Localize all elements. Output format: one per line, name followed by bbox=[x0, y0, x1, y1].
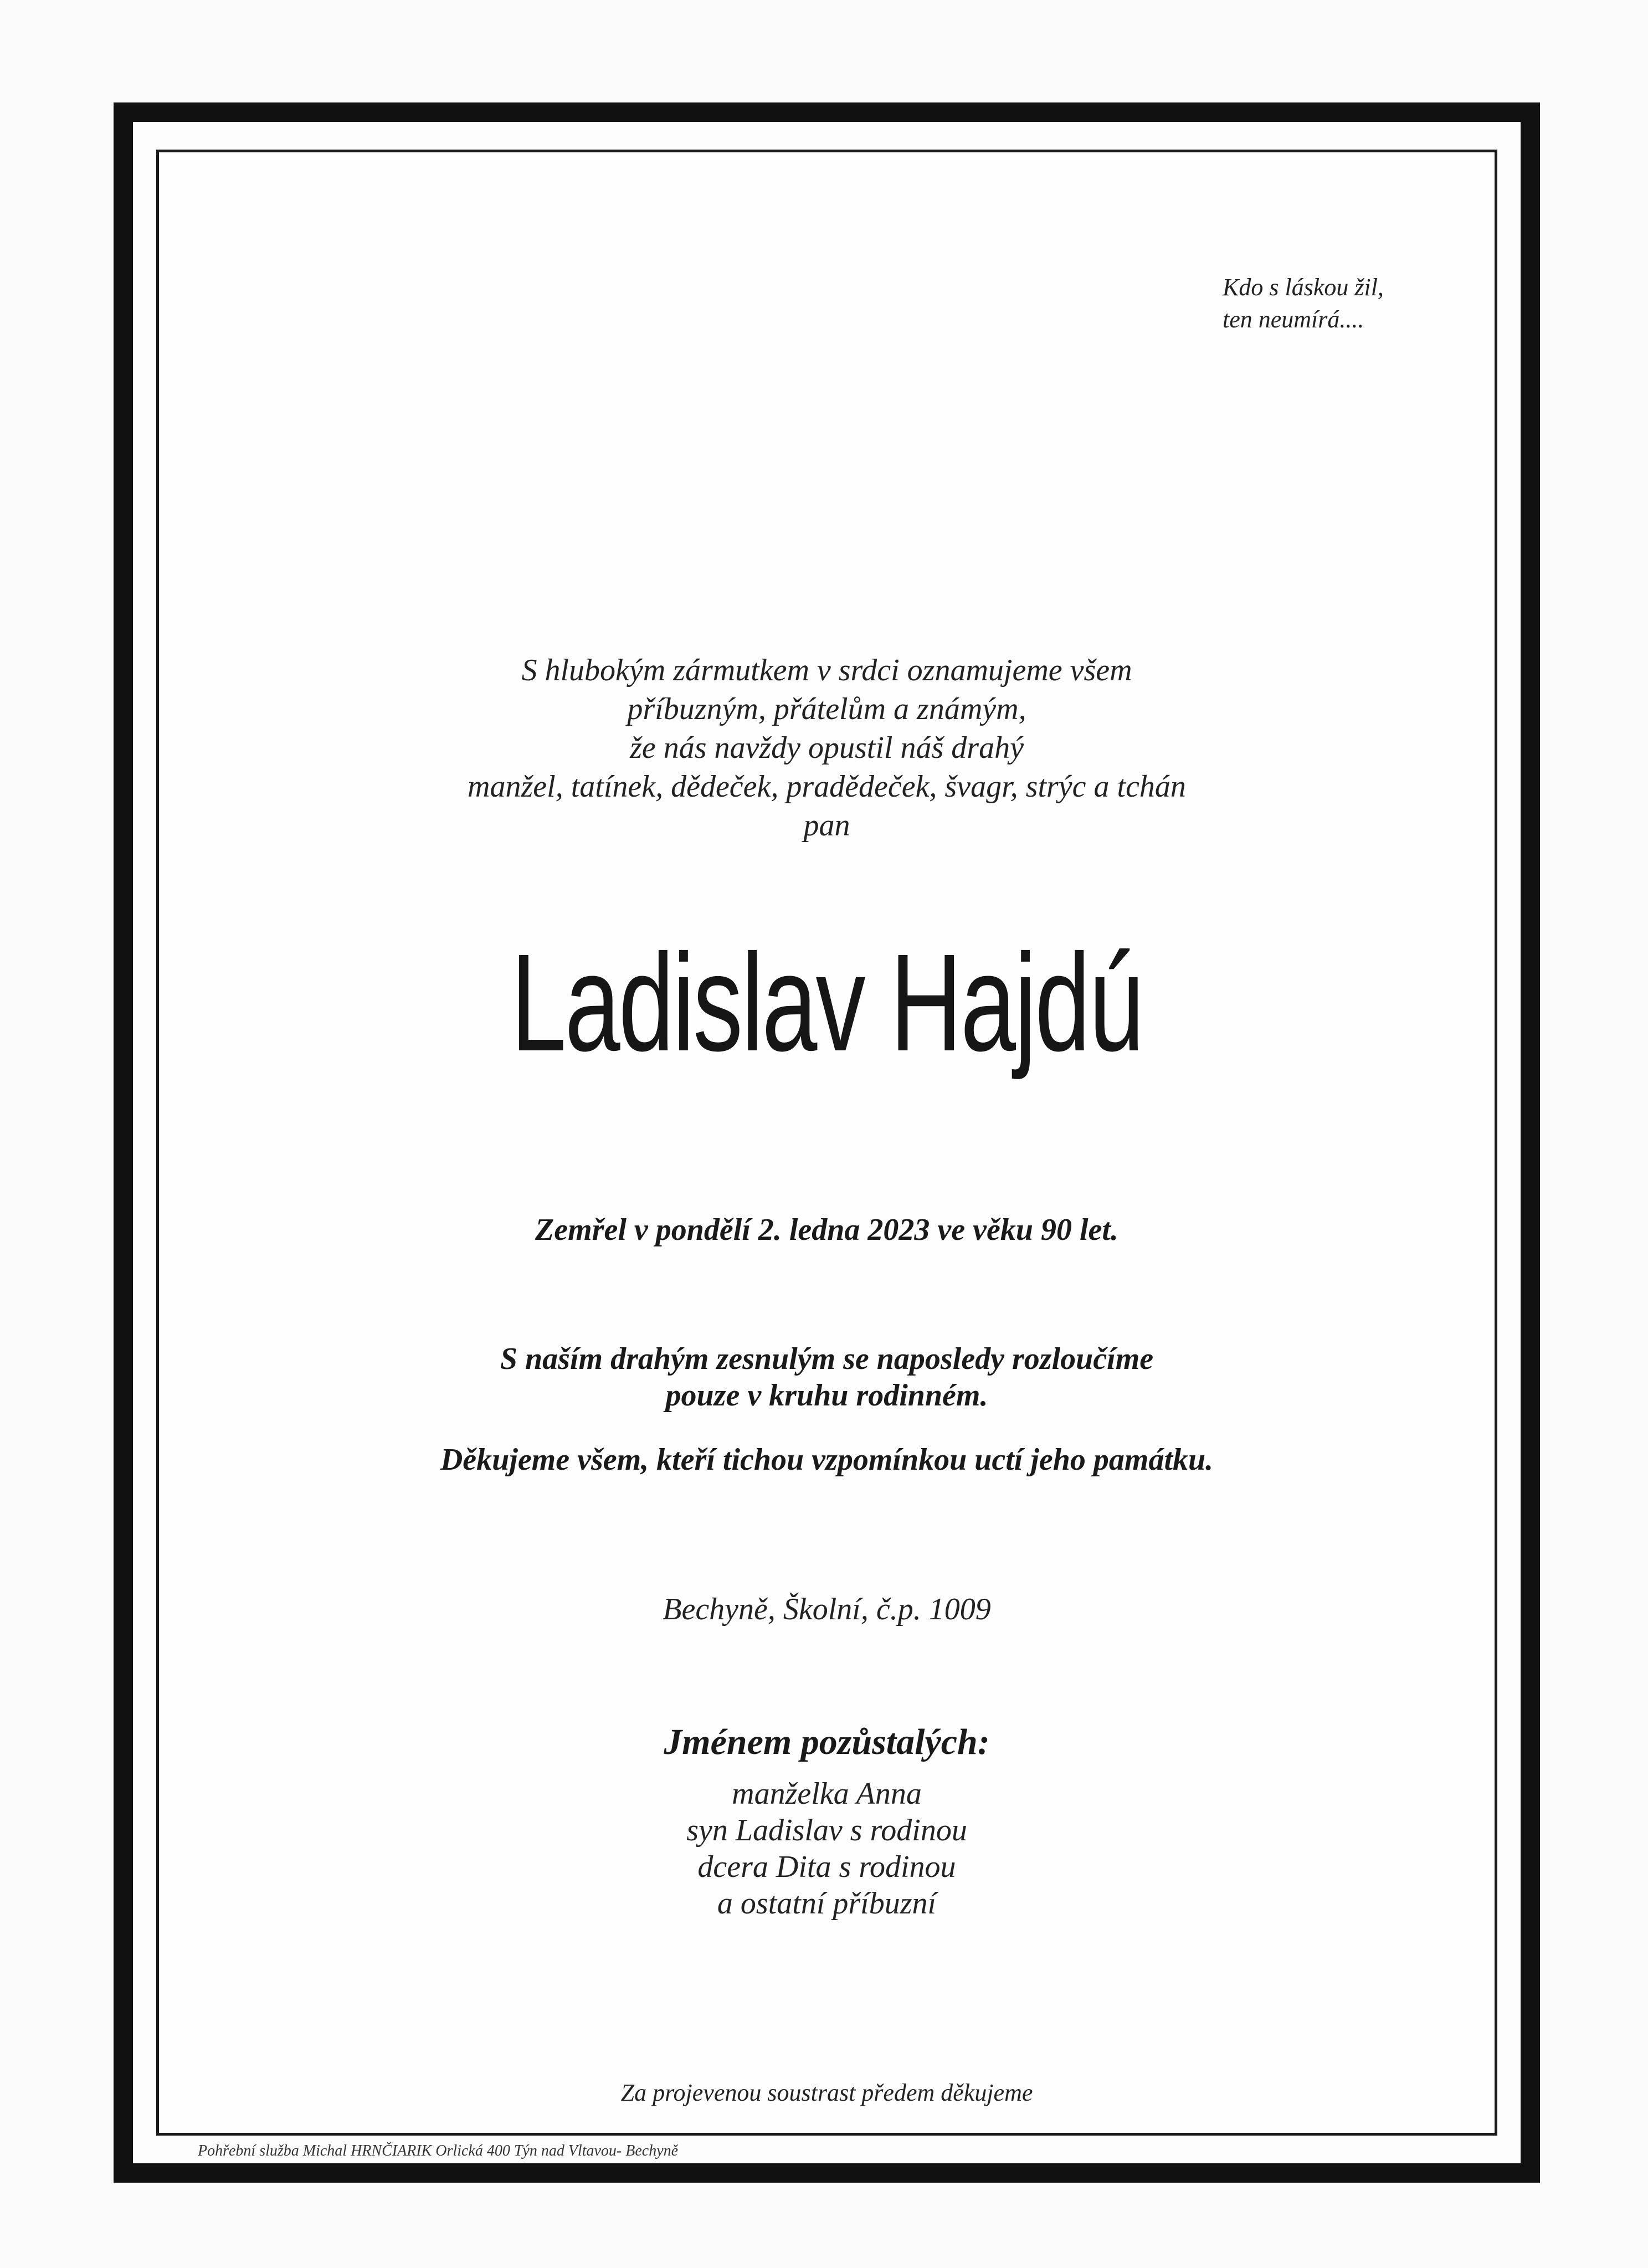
survivor-item: manželka Anna bbox=[732, 1777, 922, 1811]
announcement-line: S hlubokým zármutkem v srdci oznamujeme všem bbox=[521, 653, 1132, 687]
survivor-item: a ostatní příbuzní bbox=[717, 1886, 937, 1921]
farewell-line: pouze v kruhu rodinném. bbox=[665, 1378, 988, 1413]
address: Bechyně, Školní, č.p. 1009 bbox=[663, 1592, 991, 1626]
thanks-line: Děkujeme všem, kteří tichou vzpomínkou uctí jeho památku. bbox=[440, 1443, 1214, 1477]
mourning-border bbox=[114, 102, 1540, 2183]
survivors-list bbox=[159, 1776, 1495, 1922]
motto-line: ten neumírá.... bbox=[1223, 306, 1364, 333]
motto bbox=[1223, 271, 1500, 336]
survivor-item: dcera Dita s rodinou bbox=[697, 1850, 956, 1884]
announcement-line: pan bbox=[803, 808, 850, 843]
farewell-notice bbox=[159, 1341, 1495, 1414]
condolence-thanks: Za projevenou soustrast předem děkujeme bbox=[620, 2079, 1033, 2106]
survivors-heading: Jménem pozůstalých: bbox=[664, 1722, 990, 1762]
funeral-service-credit: Pohřební služba Michal HRNČIARIK Orlická 400 Týn nad Vltavou- Bechyně bbox=[198, 2142, 679, 2159]
motto-line: Kdo s láskou žil, bbox=[1223, 274, 1384, 301]
paper-margin bbox=[133, 122, 1521, 2163]
deceased-name: Ladislav Hajdú bbox=[511, 925, 1143, 1080]
survivor-item: syn Ladislav s rodinou bbox=[686, 1813, 967, 1848]
announcement-line: příbuzným, přátelům a známým, bbox=[627, 692, 1026, 726]
announcement bbox=[159, 651, 1495, 845]
farewell-line: S naším drahým zesnulým se naposledy rozloučíme bbox=[500, 1342, 1154, 1376]
announcement-line: manžel, tatínek, dědeček, pradědeček, švagr, strýc a tchán bbox=[468, 769, 1186, 804]
death-info: Zemřel v pondělí 2. ledna 2023 ve věku 90 let. bbox=[535, 1213, 1118, 1247]
parte-card bbox=[156, 150, 1497, 2159]
announcement-line: že nás navždy opustil náš drahý bbox=[630, 731, 1024, 765]
